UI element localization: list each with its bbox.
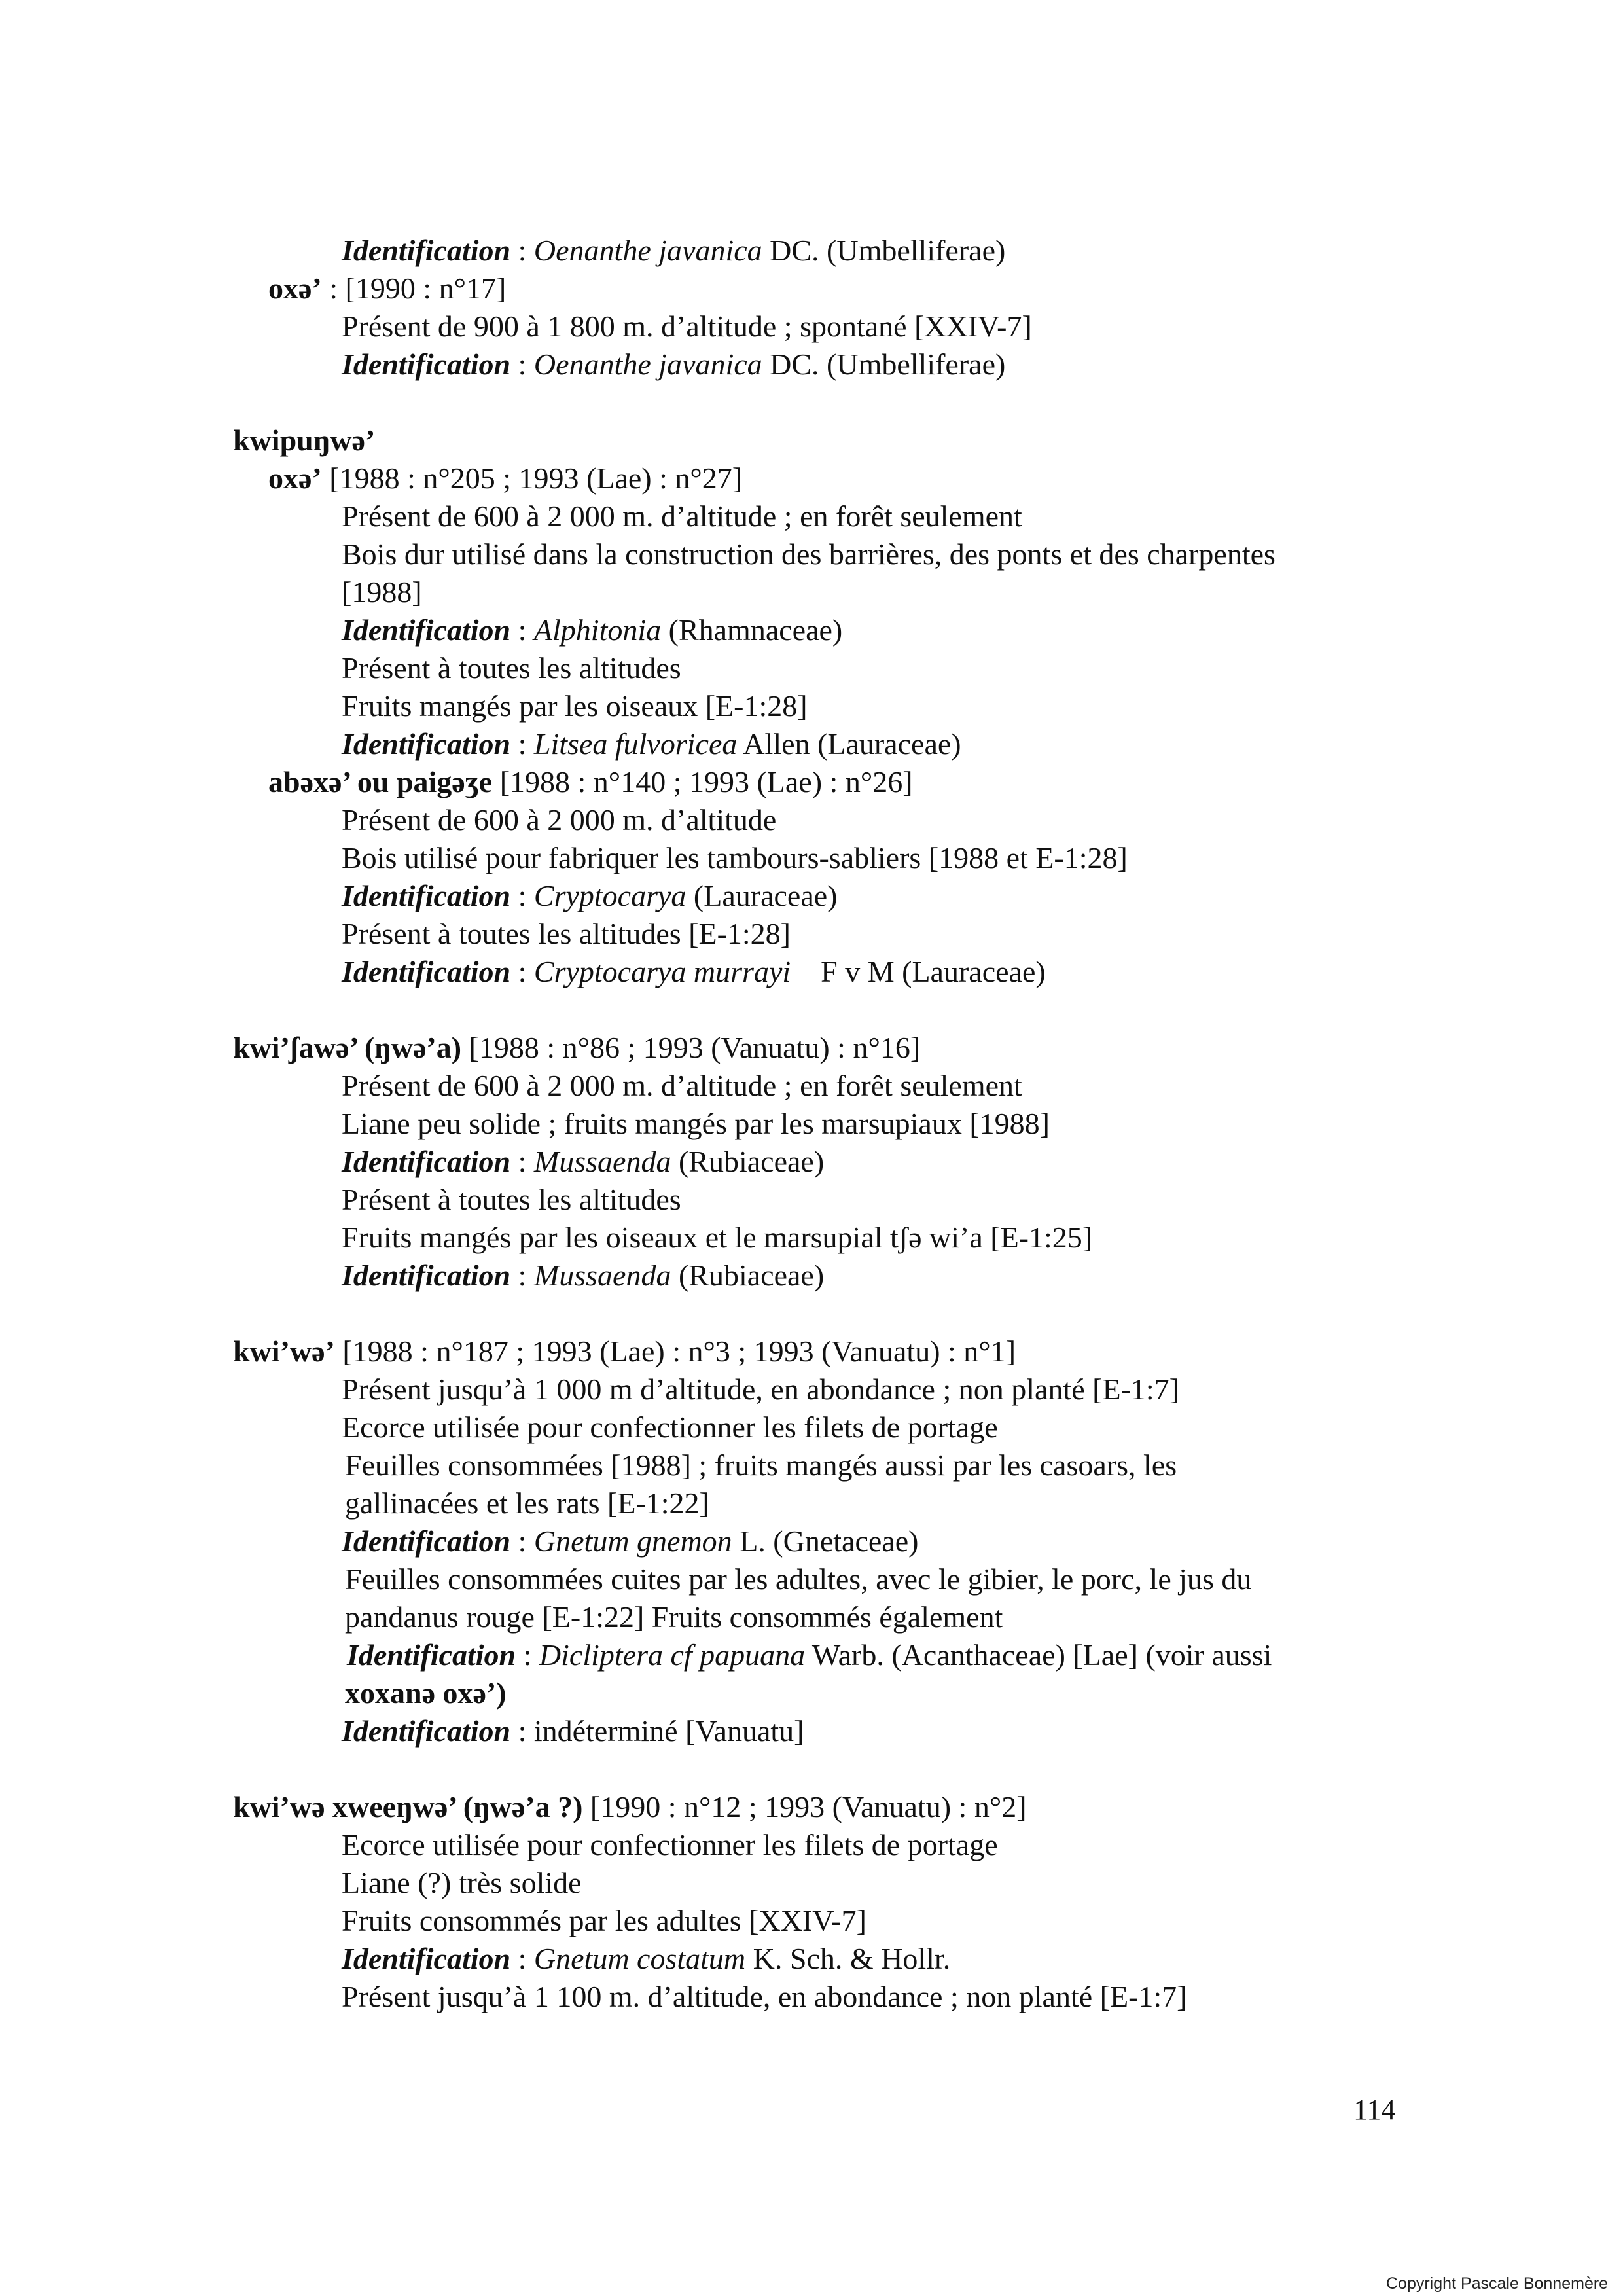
- identification-line: [342, 1940, 950, 1978]
- subentry-heading: [268, 763, 913, 801]
- taxon-name: Mussaenda: [533, 1145, 671, 1178]
- identification-line: [342, 1143, 824, 1181]
- identification-label: Identification: [342, 955, 511, 988]
- identification-note: : indéterminé [Vanuatu]: [510, 1714, 804, 1748]
- taxon-authority: DC. (Umbelliferae): [762, 234, 1006, 267]
- colon: :: [510, 879, 534, 912]
- entry-reference: [1988 : n°86 ; 1993 (Vanuatu) : n°16]: [461, 1031, 921, 1064]
- description-line: Ecorce utilisée pour confectionner les filets de portage: [342, 1410, 998, 1444]
- entry-heading: [233, 1333, 1016, 1371]
- taxon-name: Gnetum costatum: [533, 1942, 746, 1975]
- description-line: Présent de 900 à 1 800 m. d’altitude ; spontané [XXIV-7]: [342, 310, 1032, 343]
- taxon-name: Cryptocarya murrayi: [533, 955, 791, 988]
- description-line: Présent de 600 à 2 000 m. d’altitude ; en forêt seulement: [342, 499, 1022, 533]
- colon: :: [510, 348, 534, 381]
- identification-label: Identification: [347, 1638, 516, 1672]
- entry-headword: kwi’ʃawə’ (ŋwə’a): [233, 1031, 462, 1064]
- identification-line: [342, 877, 837, 915]
- identification-line: [342, 1257, 824, 1295]
- description-line: Feuilles consommées cuites par les adultes, avec le gibier, le porc, le jus du: [345, 1562, 1252, 1596]
- subentry-reference: [1988 : n°205 ; 1993 (Lae) : n°27]: [321, 461, 743, 495]
- taxon-authority: DC. (Umbelliferae): [762, 348, 1006, 381]
- taxon-name: Oenanthe javanica: [533, 348, 762, 381]
- colon: :: [510, 1942, 534, 1975]
- taxon-authority: Warb. (Acanthaceae) [Lae] (voir aussi: [805, 1638, 1272, 1672]
- taxon-authority: Allen (Lauraceae): [737, 727, 961, 761]
- colon: :: [510, 1524, 534, 1558]
- identification-label: Identification: [342, 727, 511, 761]
- taxon-authority: (Rubiaceae): [671, 1145, 825, 1178]
- description-line: [1988]: [342, 575, 422, 609]
- description-line: Liane peu solide ; fruits mangés par les marsupiaux [1988]: [342, 1107, 1050, 1140]
- entry-headword: kwipuŋwə’: [233, 423, 376, 457]
- colon: :: [510, 234, 534, 267]
- copyright-notice: Copyright Pascale Bonnemère: [1386, 2274, 1609, 2293]
- description-line: Fruits mangés par les oiseaux [E-1:28]: [342, 689, 808, 723]
- entry-heading: [233, 1788, 1027, 1826]
- entry-reference: [1990 : n°12 ; 1993 (Vanuatu) : n°2]: [582, 1790, 1027, 1823]
- subentry-name: abəxə’ ou paigəʒe: [268, 765, 493, 798]
- description-line: gallinacées et les rats [E-1:22]: [345, 1486, 709, 1520]
- identification-label: Identification: [342, 879, 511, 912]
- colon: :: [510, 613, 534, 647]
- description-line: Présent de 600 à 2 000 m. d’altitude ; en forêt seulement: [342, 1069, 1022, 1102]
- description-line: Liane (?) très solide: [342, 1866, 582, 1899]
- description-line: Présent à toutes les altitudes: [342, 1183, 681, 1216]
- identification-label: Identification: [342, 613, 511, 647]
- identification-label: Identification: [342, 1259, 511, 1292]
- description-line: Présent à toutes les altitudes: [342, 651, 681, 685]
- taxon-name: Litsea fulvoricea: [533, 727, 738, 761]
- subentry-heading: [268, 459, 742, 497]
- taxon-authority: (Rhamnaceae): [661, 613, 843, 647]
- identification-line: [342, 1712, 804, 1750]
- identification-label: Identification: [342, 1524, 511, 1558]
- taxon-authority: (Rubiaceae): [671, 1259, 825, 1292]
- entry-headword: kwi’wə xweeŋwə’ (ŋwə’a ?): [233, 1790, 583, 1823]
- entry-headword: kwi’wə’: [233, 1335, 335, 1368]
- description-line: Présent jusqu’à 1 100 m. d’altitude, en abondance ; non planté [E-1:7]: [342, 1980, 1187, 2013]
- taxon-authority: K. Sch. & Hollr.: [745, 1942, 951, 1975]
- colon: :: [510, 1259, 534, 1292]
- subentry-name: oxə’: [268, 461, 322, 495]
- taxon-authority: (Lauraceae): [686, 879, 838, 912]
- identification-line: [342, 232, 1005, 270]
- colon: :: [510, 955, 534, 988]
- taxon-name: Mussaenda: [533, 1259, 671, 1292]
- subentry-reference: : [1990 : n°17]: [321, 272, 507, 305]
- taxon-name: Dicliptera cf papuana: [539, 1638, 806, 1672]
- identification-line: [342, 346, 1005, 384]
- page-number: 114: [1353, 2094, 1396, 2126]
- identification-line: [342, 1522, 918, 1560]
- identification-label: Identification: [342, 348, 511, 381]
- description-line: Présent à toutes les altitudes [E-1:28]: [342, 917, 791, 950]
- taxon-authority: L. (Gnetaceae): [732, 1524, 919, 1558]
- taxon-authority: F v M (Lauraceae): [791, 955, 1046, 988]
- description-line: Fruits mangés par les oiseaux et le marsupial tʃə wi’a [E-1:25]: [342, 1221, 1093, 1254]
- description-line: Ecorce utilisée pour confectionner les filets de portage: [342, 1828, 998, 1861]
- taxon-name: Gnetum gnemon: [533, 1524, 732, 1558]
- taxon-name: Oenanthe javanica: [533, 234, 762, 267]
- colon: :: [510, 727, 534, 761]
- identification-line: [347, 1636, 1272, 1674]
- cross-reference: xoxanə oxə’): [345, 1676, 507, 1710]
- description-line: Bois utilisé pour fabriquer les tambours-sabliers [1988 et E-1:28]: [342, 841, 1128, 874]
- description-line: Bois dur utilisé dans la construction des barrières, des ponts et des charpentes: [342, 537, 1275, 571]
- description-line: Fruits consommés par les adultes [XXIV-7]: [342, 1904, 866, 1937]
- entry-heading: [233, 1029, 920, 1067]
- subentry-name: oxə’: [268, 272, 322, 305]
- description-line: Présent de 600 à 2 000 m. d’altitude: [342, 803, 777, 836]
- taxon-name: Alphitonia: [533, 613, 662, 647]
- description-line: pandanus rouge [E-1:22] Fruits consommés également: [345, 1600, 1003, 1634]
- description-line: Feuilles consommées [1988] ; fruits mangés aussi par les casoars, les: [345, 1448, 1177, 1482]
- identification-line: [342, 725, 961, 763]
- entry-reference: [1988 : n°187 ; 1993 (Lae) : n°3 ; 1993 (Vanuatu) : n°1]: [334, 1335, 1016, 1368]
- identification-label: Identification: [342, 1942, 511, 1975]
- identification-line: [342, 611, 842, 649]
- identification-label: Identification: [342, 234, 511, 267]
- description-line: Présent jusqu’à 1 000 m d’altitude, en abondance ; non planté [E-1:7]: [342, 1372, 1179, 1406]
- subentry-reference: [1988 : n°140 ; 1993 (Lae) : n°26]: [492, 765, 913, 798]
- identification-label: Identification: [342, 1714, 511, 1748]
- colon: :: [510, 1145, 534, 1178]
- identification-line: [342, 953, 1046, 991]
- colon: :: [516, 1638, 539, 1672]
- taxon-name: Cryptocarya: [533, 879, 687, 912]
- identification-label: Identification: [342, 1145, 511, 1178]
- subentry-heading: [268, 270, 506, 308]
